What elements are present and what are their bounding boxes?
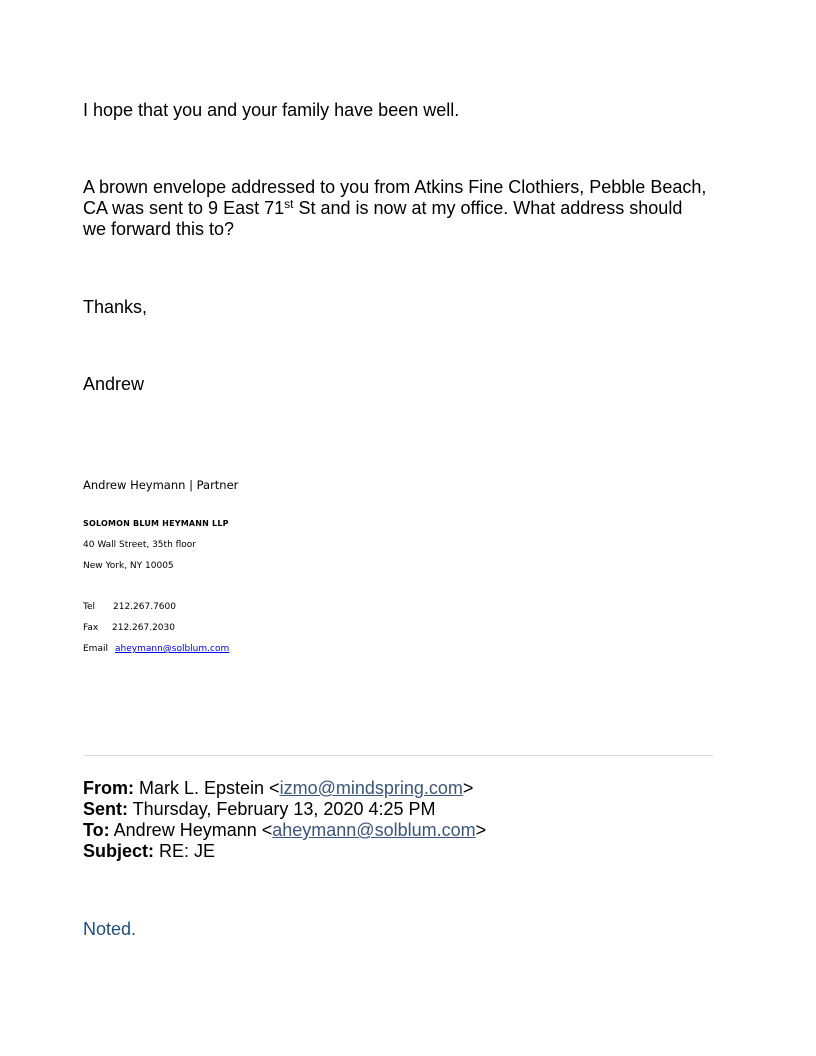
to-label: To:	[83, 820, 110, 840]
to-close-bracket: >	[475, 820, 487, 840]
signature-firm: SOLOMON BLUM HEYMANN LLP	[83, 519, 229, 528]
paragraph-line-2	[83, 198, 723, 219]
signature-name-title: Andrew Heymann | Partner	[83, 478, 239, 492]
header-subject	[83, 841, 486, 862]
from-label: From:	[83, 778, 134, 798]
from-name: Mark L. Epstein <	[134, 778, 280, 798]
divider	[83, 755, 713, 756]
signature-address-2: New York, NY 10005	[83, 561, 174, 571]
signature-fax	[83, 623, 175, 633]
tel-number: 212.267.7600	[113, 602, 176, 612]
signoff-text: Andrew	[83, 374, 145, 394]
sent-label: Sent:	[83, 799, 128, 819]
email-label: Email	[83, 644, 108, 654]
paragraph-line-2-start: CA was sent to 9 East 71	[83, 198, 285, 218]
paragraph-line-1: A brown envelope addressed to you from Atkins Fine Clothiers, Pebble Beach,	[83, 177, 707, 197]
envelope-paragraph	[83, 177, 723, 240]
signature-address-1: 40 Wall Street, 35th floor	[83, 540, 197, 550]
fax-number: 212.267.2030	[112, 623, 175, 633]
to-email-link[interactable]: aheymann@solblum.com	[272, 820, 476, 840]
subject-label: Subject:	[83, 841, 155, 861]
forwarded-header	[83, 778, 486, 862]
fax-label: Fax	[83, 623, 99, 633]
greeting-text: I hope that you and your family have been well.	[83, 100, 460, 120]
paragraph-line-3: we forward this to?	[83, 219, 235, 239]
header-to	[83, 820, 486, 841]
sent-value: Thursday, February 13, 2020 4:25 PM	[128, 799, 436, 819]
paragraph-line-2-end: St and is now at my office. What address should	[293, 198, 683, 218]
signature-email-link[interactable]: aheymann@solblum.com	[115, 644, 230, 654]
from-close-bracket: >	[462, 778, 474, 798]
signature-email	[83, 644, 229, 654]
subject-value: RE: JE	[154, 841, 216, 861]
thanks-text: Thanks,	[83, 297, 148, 317]
to-name: Andrew Heymann <	[109, 820, 273, 840]
from-email-link[interactable]: izmo@mindspring.com	[279, 778, 463, 798]
reply-text: Noted.	[83, 919, 137, 939]
tel-label: Tel	[83, 602, 96, 612]
ordinal-suffix: st	[284, 197, 294, 211]
signature-tel	[83, 602, 176, 612]
header-sent	[83, 799, 486, 820]
header-from	[83, 778, 486, 799]
